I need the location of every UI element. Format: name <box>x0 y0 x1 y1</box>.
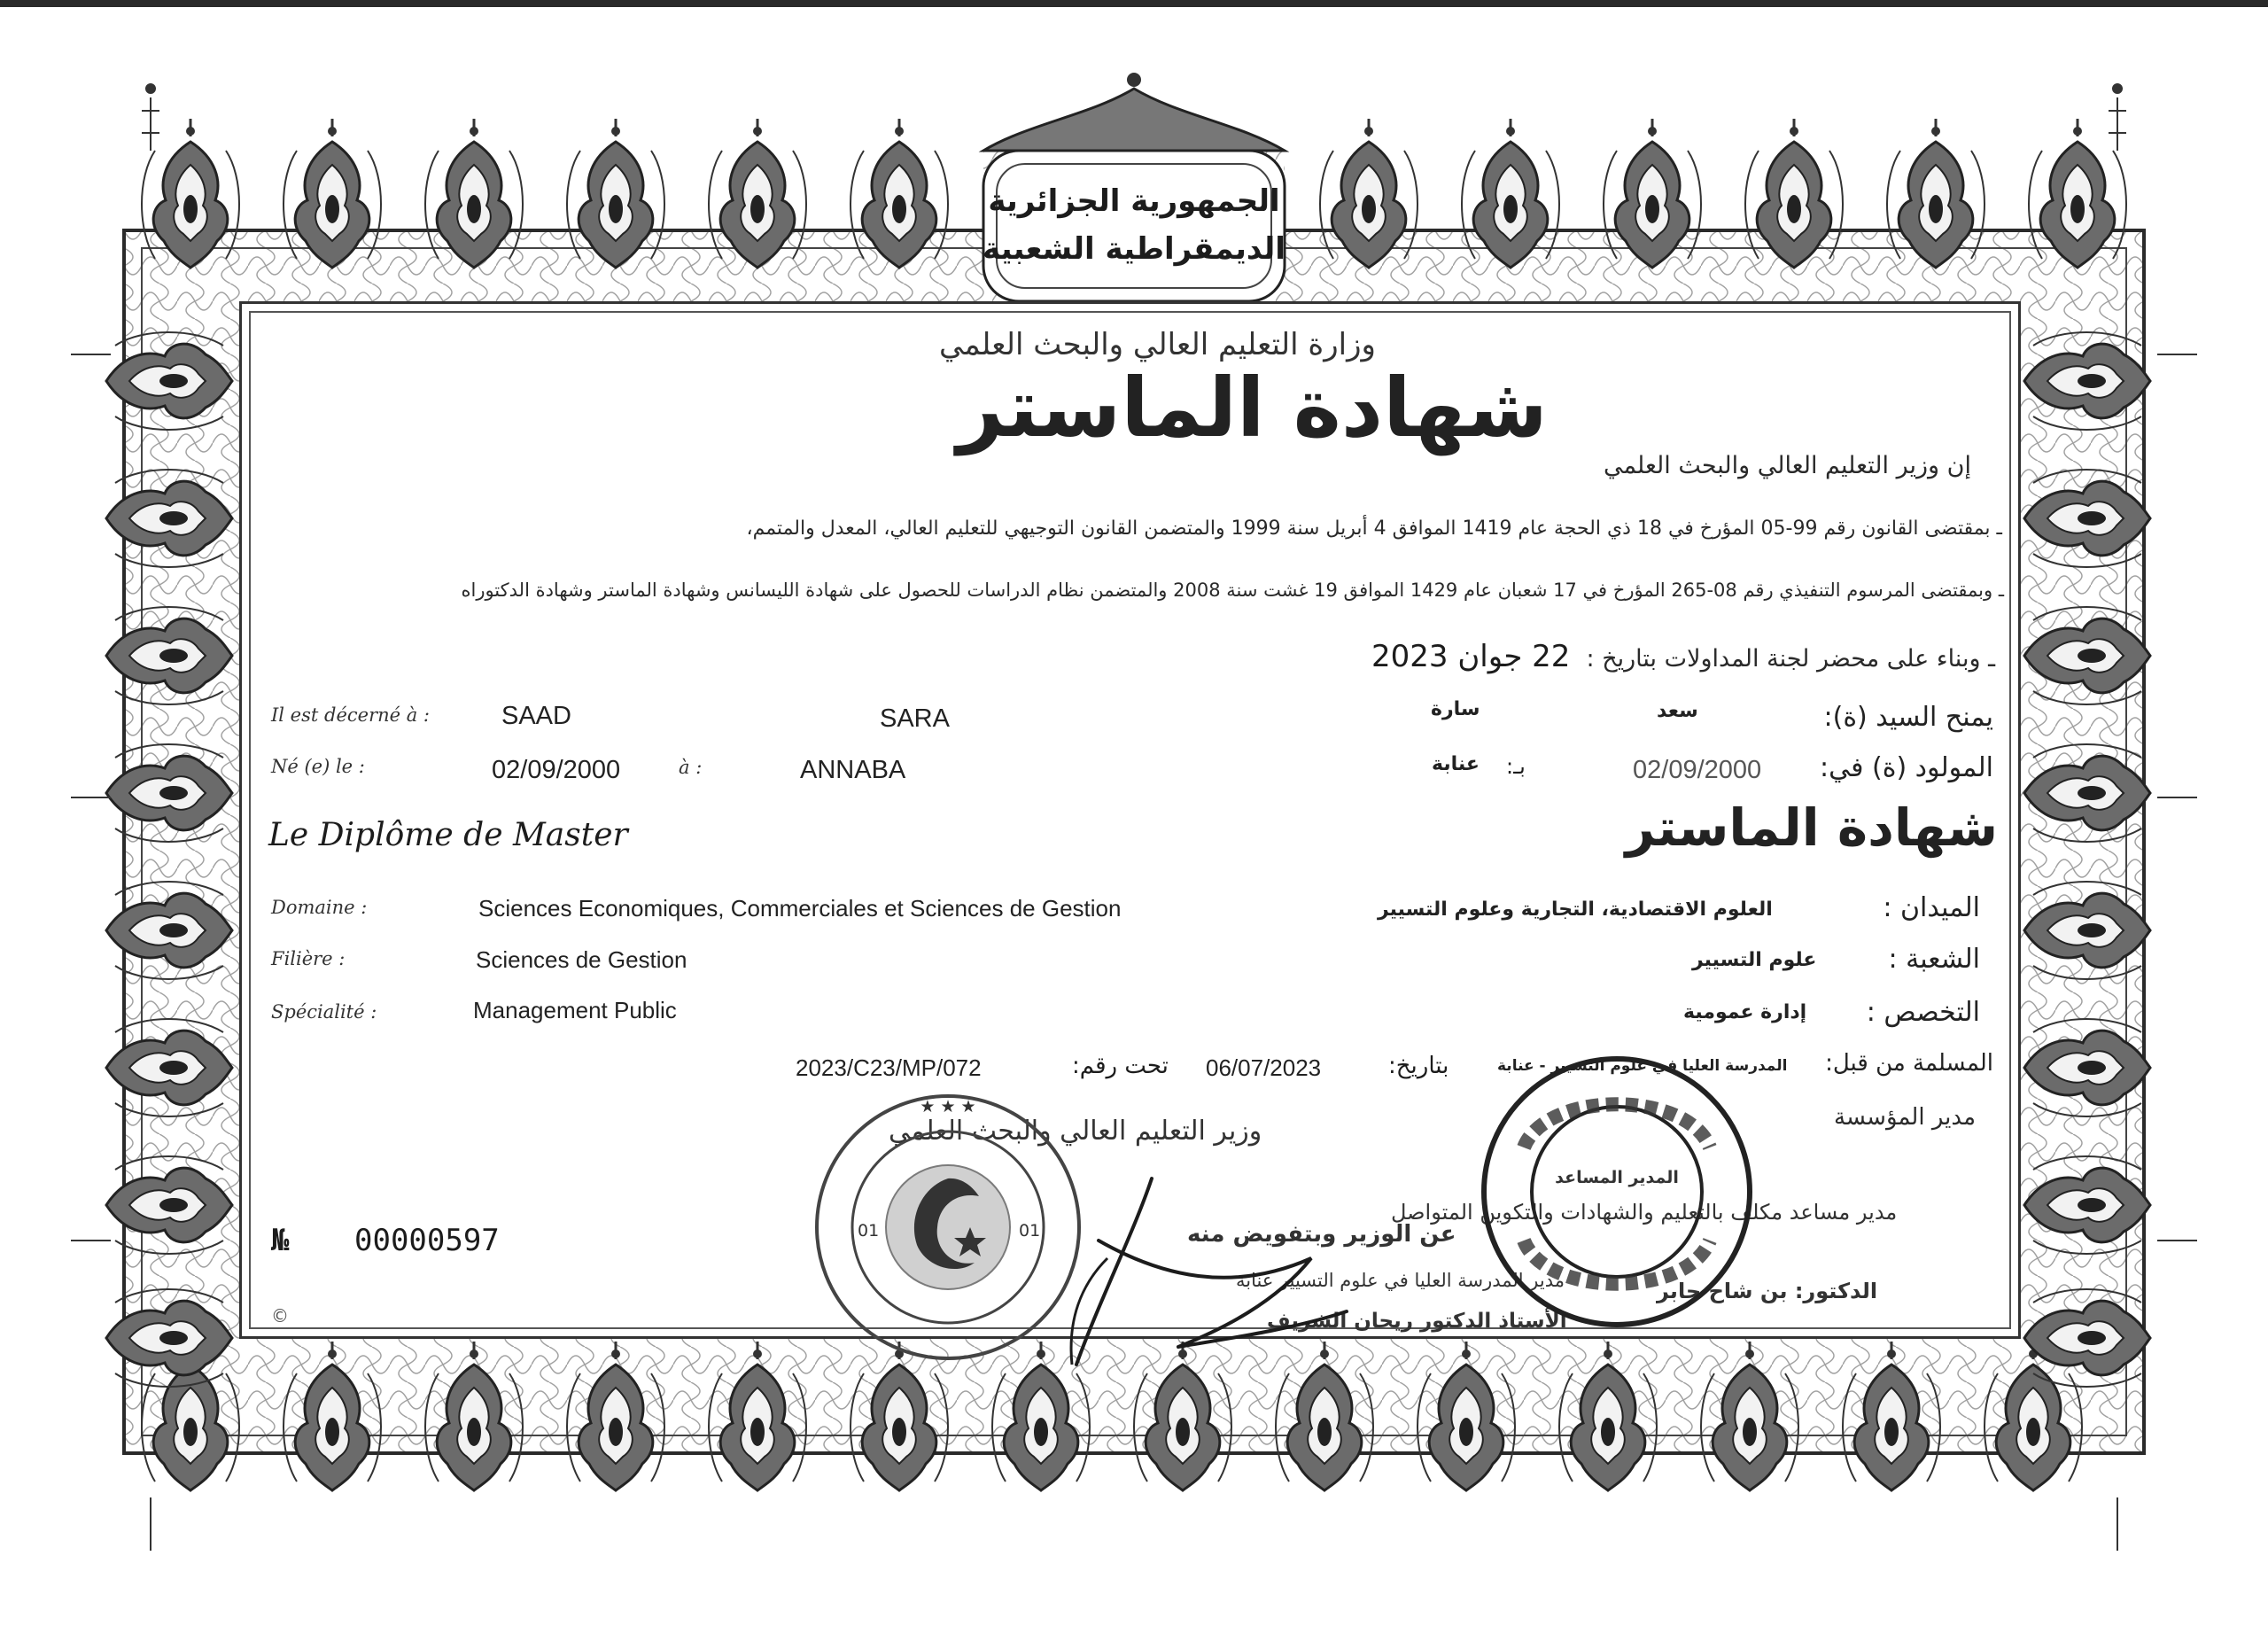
deputy-director-name: الدكتور: بن شاح جابر <box>1657 1279 1878 1303</box>
handwritten-signature <box>1045 1143 1382 1391</box>
specialite-label-fr: Spécialité : <box>271 1001 377 1023</box>
school-director-line: مدير المدرسة العليا في علوم التسيير عنابة <box>1236 1270 1565 1291</box>
delegation-text: عن الوزير وبتفويض منه <box>1187 1221 1456 1248</box>
recipient-first-name: SARA <box>880 704 950 733</box>
domain-value-ar: العلوم الاقتصادية، التجارية وعلوم التسيير <box>1378 898 1773 921</box>
born-label-fr: Né (e) le : <box>271 756 365 777</box>
serial-number: 00000597 <box>354 1223 500 1258</box>
recipient-last-name: SAAD <box>501 702 571 730</box>
specialite-value-ar: إدارة عمومية <box>1683 1001 1807 1023</box>
ministry-header: وزارة التعليم العالي والبحث العلمي <box>939 327 1376 362</box>
issue-date: 06/07/2023 <box>1206 1054 1322 1081</box>
institution-director-label: مدير المؤسسة <box>1834 1104 1976 1131</box>
deliberation-date: 22 جوان 2023 <box>1371 639 1571 674</box>
preamble-line-1: إن وزير التعليم العالي والبحث العلمي <box>1603 452 1971 479</box>
minister-signature-label: وزير التعليم العالي والبحث العلمي <box>889 1116 1262 1147</box>
seal-number-right: 01 <box>1019 1221 1041 1241</box>
at-label-ar: بـ: <box>1506 754 1526 779</box>
diploma-title-ar: شهادة الماستر <box>1625 797 1998 858</box>
diploma-title-fr: Le Diplôme de Master <box>268 817 628 853</box>
filiere-value-ar: علوم التسيير <box>1692 949 1817 971</box>
registration-number: 2023/C23/MP/072 <box>796 1054 982 1081</box>
preamble-line-2: ـ بمقتضى القانون رقم 99-05 المؤرخ في 18 ذي الحجة عام 1419 الموافق 4 أبريل سنة 1999 والمتضمن القانون التوجيهي للتعليم العالي، المعدل والمتمم، <box>746 517 2002 540</box>
recipient-first-name-ar: سارة <box>1431 698 1480 720</box>
serial-prefix: № <box>271 1223 290 1258</box>
birth-place: ANNABA <box>800 756 906 784</box>
date-label-ar: بتاريخ: <box>1388 1053 1449 1079</box>
domain-value: Sciences Economiques, Commerciales et Sciences de Gestion <box>478 895 1122 922</box>
svg-text:★ ★ ★: ★ ★ ★ <box>920 1097 976 1116</box>
domain-label-ar: الميدان : <box>1883 892 1980 923</box>
deputy-director-line: مدير مساعد مكلف بالتعليم والشهادات والتكوين المتواصل <box>1391 1200 1898 1225</box>
at-label-fr: à : <box>679 757 703 778</box>
stamp-title: المدير المساعد <box>1555 1168 1679 1187</box>
number-label-ar: تحت رقم: <box>1072 1053 1169 1079</box>
filiere-label-fr: Filière : <box>271 948 346 969</box>
copyright-mark: © <box>271 1305 289 1326</box>
filiere-value: Sciences de Gestion <box>476 946 687 973</box>
specialite-value: Management Public <box>473 997 677 1023</box>
deliberation-label: ـ وبناء على محضر لجنة المداولات بتاريخ : <box>1586 645 1995 673</box>
birth-date: 02/09/2000 <box>492 756 621 784</box>
specialite-label-ar: التخصص : <box>1866 997 1980 1028</box>
recipient-last-name-ar: سعد <box>1657 700 1698 722</box>
born-label-ar: المولود (ة) في: <box>1820 752 1993 783</box>
republic-line-2: الديمقراطية الشعبية <box>983 231 1285 267</box>
issued-by-label-ar: المسلمة من قبل: <box>1825 1050 1993 1077</box>
birth-place-ar: عنابة <box>1432 753 1480 775</box>
awarded-label-ar: يمنح السيد (ة): <box>1823 702 1993 733</box>
preamble-line-3: ـ وبمقتضى المرسوم التنفيذي رقم 08-265 المؤرخ في 17 شعبان عام 1429 الموافق 19 غشت سنة 2008 والمتضمن نظام الدراسات للحصول على شهادة الليسانس وشهادة الماستر وشهادة الدكتوراه <box>461 579 2004 601</box>
school-director-stamp <box>1475 1050 1759 1334</box>
birth-date-ar: 02/09/2000 <box>1633 756 1762 784</box>
awarded-label-fr: Il est décerné à : <box>271 704 431 726</box>
seal-number-left: 01 <box>858 1221 880 1241</box>
certificate-title-ar: شهادة الماستر <box>957 361 1548 455</box>
filiere-label-ar: الشعبة : <box>1888 944 1980 975</box>
republic-line-1: الجمهورية الجزائرية <box>988 183 1280 219</box>
domain-label-fr: Domaine : <box>271 897 368 918</box>
issuing-institution-ar: المدرسة العليا في علوم التسيير - عنابة <box>1497 1057 1788 1075</box>
school-director-name: الأستاذ الدكتور ريحان الشريف <box>1267 1310 1567 1333</box>
